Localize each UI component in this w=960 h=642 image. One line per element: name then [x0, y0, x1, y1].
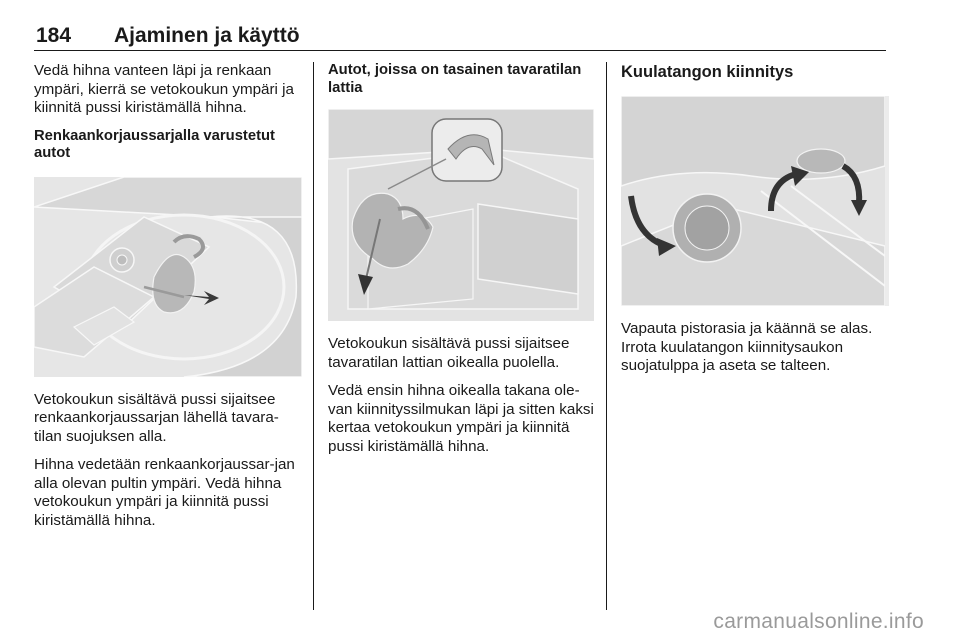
intro-paragraph: Vedä hihna vanteen läpi ja renkaan ympäri, kierrä se vetokoukun ympäri ja kiinnitä pussi kiristämällä hihna. — [34, 62, 294, 116]
paragraph: Vetokoukun sisältävä pussi sijaitsee renkaankorjaussarjan lähellä tavara-tilan suojuksen alla. — [34, 390, 279, 445]
paragraph: Vapauta pistorasia ja käännä se alas. Irrota kuulatangon kiinnitysaukon suojatulppa ja aseta se talteen. — [621, 320, 873, 374]
column-left — [34, 62, 302, 540]
socket-release-illustration — [621, 96, 889, 306]
column-middle — [328, 62, 594, 466]
chapter-title: Ajaminen ja käyttö — [114, 24, 300, 47]
watermark-text: carmanualsonline.info — [713, 610, 924, 633]
flat-floor-heading: Autot, joissa on tasainen tavaratilan lattia — [328, 62, 582, 96]
paragraph: Hihna vedetään renkaankorjaussar-jan alla olevan pultin ympäri. Vedä hihna vetokoukun ympäri ja kiinnitä pussi kiristämällä hihna. — [34, 456, 295, 529]
ball-bar-mounting-heading: Kuulatangon kiinnitys — [621, 63, 794, 81]
column-right — [621, 62, 889, 386]
tyre-repair-kit-illustration — [34, 177, 302, 377]
column-divider — [313, 62, 314, 610]
page-number: 184 — [36, 24, 72, 47]
column-divider — [606, 62, 607, 610]
tyre-repair-kit-heading: Renkaankorjaussarjalla varustetut autot — [34, 127, 275, 161]
page-header — [34, 24, 886, 51]
flat-load-floor-illustration — [328, 109, 594, 321]
paragraph: Vedä ensin hihna oikealla takana ole-van kiinnityssilmukan läpi ja sitten kaksi kertaa vetokoukun ympäri ja kiinnitä pussi kiristämällä hihna. — [328, 382, 594, 455]
paragraph: Vetokoukun sisältävä pussi sijaitsee tavaratilan lattian oikealla puolella. — [328, 335, 570, 371]
